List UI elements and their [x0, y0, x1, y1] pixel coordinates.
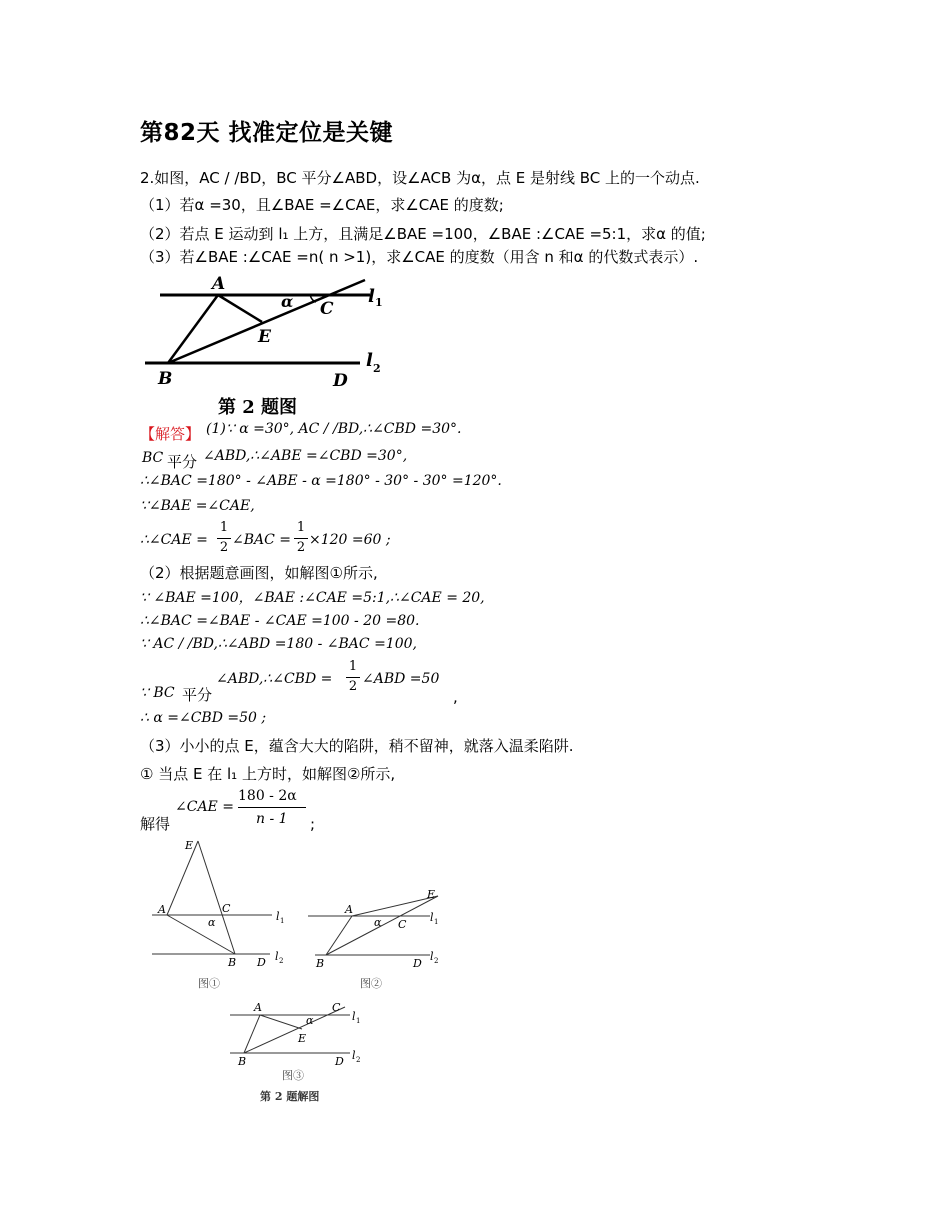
solution-2-line-5c: ∠ABD,∴∠CBD = [216, 671, 333, 687]
fig2-caption: 图② [360, 977, 382, 990]
solution-1-line-2b: 平分 [167, 453, 198, 471]
fraction-denominator-2: 2 [296, 540, 306, 555]
solution-3-numerator: 180 - 2α [238, 788, 297, 804]
fig1-label-C: C [222, 902, 231, 915]
question-1: （1）若α =30，且∠BAE =∠CAE，求∠CAE 的度数; [140, 196, 504, 214]
page-title: 第82天 找准定位是关键 [140, 120, 394, 146]
fig2-label-D: D [413, 957, 422, 970]
solution-2-line-5d: ∠ABD =50 [362, 671, 440, 687]
solution-3-line-1: （3）小小的点 E，蕴含大大的陷阱，稍不留神，就落入温柔陷阱. [140, 737, 574, 755]
solution-2-line-3: ∴∠BAC =∠BAE - ∠CAE =100 - 20 =80. [140, 613, 420, 629]
fig2-label-C: C [398, 918, 407, 931]
fraction-bar-3 [346, 677, 360, 678]
label-E: E [258, 327, 271, 347]
fraction-denominator-3: 2 [348, 679, 358, 694]
fig1-caption: 图① [198, 977, 220, 990]
solution-1-line-2a: BC [142, 450, 164, 466]
label-l2: l [366, 350, 373, 371]
label-D: D [333, 371, 348, 391]
solution-3-lhs: ∠CAE = [175, 799, 234, 815]
fig2-label-E: E [427, 888, 436, 901]
label-A: A [212, 274, 226, 294]
label-l2-sub: 2 [373, 362, 381, 375]
fig1-label-l2: l [275, 950, 279, 963]
solution-1-line-3: ∴∠BAC =180° - ∠ABE - α =180° - 30° - 30° =120°. [140, 473, 502, 489]
fig3-label-C: C [332, 1001, 341, 1014]
solution-3-fraction-bar [238, 807, 306, 808]
solution-1-line-5b: ∠BAC = [232, 532, 292, 548]
fraction-bar-2 [294, 538, 308, 539]
solution-figure-caption: 第 2 题解图 [260, 1090, 320, 1103]
solution-3-solve: 解得 [140, 815, 171, 833]
fig3-label-alpha: α [306, 1014, 314, 1027]
fig2-label-alpha: α [374, 916, 382, 929]
solution-2-line-5a: ∵ BC [140, 685, 175, 701]
question-2: （2）若点 E 运动到 l₁ 上方，且满足∠BAE =100，∠BAE :∠CAE =5:1，求α 的值; [140, 225, 706, 243]
solution-2-line-4: ∵ AC / /BD,∴∠ABD =180 - ∠BAC =100, [140, 636, 417, 652]
fig2-label-l2-sub: 2 [434, 957, 439, 965]
fig1-label-alpha: α [208, 916, 216, 929]
solution-1-line-4: ∵∠BAE =∠CAE, [140, 498, 255, 514]
fig2-label-l2: l [430, 950, 434, 963]
fig3-label-l1-sub: 1 [356, 1017, 361, 1025]
fig1-label-l1: l [276, 910, 280, 923]
fig3-label-A: A [254, 1001, 262, 1014]
question-3: （3）若∠BAE :∠CAE =n( n >1)，求∠CAE 的度数（用含 n 和α 的代数式表示）. [140, 248, 699, 266]
solution-1-line-5c: ×120 =60 ; [309, 532, 391, 548]
fig3-label-B: B [238, 1055, 247, 1068]
label-B: B [158, 369, 173, 389]
fig1-label-l2-sub: 2 [279, 957, 284, 965]
fraction-numerator-3: 1 [348, 659, 358, 674]
problem-figure [140, 272, 390, 422]
solution-figure-2 [308, 888, 438, 990]
fig3-label-E: E [298, 1032, 307, 1045]
solution-1-line-2c: ∠ABD,∴∠ABE =∠CBD =30°, [203, 448, 408, 464]
fig1-label-D: D [257, 956, 266, 969]
solution-2-line-1: （2）根据题意画图，如解图①所示, [140, 564, 378, 582]
fig3-label-l1: l [352, 1010, 356, 1023]
fraction-numerator-2: 1 [296, 520, 306, 535]
fig3-label-l2-sub: 2 [356, 1056, 361, 1064]
solution-3-line-2: ① 当点 E 在 l₁ 上方时，如解图②所示, [140, 765, 396, 783]
fig3-label-D: D [335, 1055, 344, 1068]
solution-figure-1 [152, 839, 284, 990]
fig2-label-A: A [345, 903, 353, 916]
fraction-bar [217, 538, 231, 539]
label-l1-sub: 1 [375, 296, 383, 309]
label-C: C [320, 299, 334, 319]
solution-1-line-1: (1)∵ α =30°, AC / /BD,∴∠CBD =30°. [206, 421, 462, 437]
solution-figure-3 [230, 1001, 360, 1082]
solution-2-line-6: ∴ α =∠CBD =50 ; [140, 710, 267, 726]
label-alpha: α [281, 292, 294, 311]
fig1-label-l1-sub: 1 [280, 917, 285, 925]
fig2-label-l1-sub: 1 [434, 918, 439, 926]
solution-2-line-5e: , [453, 688, 458, 706]
solution-tag: 【解答】 [140, 425, 201, 443]
solution-3-end: ; [310, 815, 316, 833]
solution-3-denominator: n - 1 [256, 811, 288, 827]
fig3-label-l2: l [352, 1049, 356, 1062]
fig1-label-B: B [228, 956, 237, 969]
fig2-label-B: B [316, 957, 325, 970]
fig3-caption: 图③ [282, 1069, 304, 1082]
solution-2-line-5b: 平分 [182, 686, 213, 704]
solution-2-line-2: ∵ ∠BAE =100，∠BAE :∠CAE =5:1,∴∠CAE = 20, [140, 590, 485, 606]
fig1-label-A: A [158, 903, 166, 916]
problem-intro: 2.如图，AC / /BD，BC 平分∠ABD，设∠ACB 为α，点 E 是射线 BC 上的一个动点. [140, 169, 700, 187]
fraction-numerator: 1 [219, 520, 229, 535]
solution-1-line-5a: ∴∠CAE = [140, 532, 208, 548]
fig1-label-E: E [185, 839, 194, 852]
fraction-denominator: 2 [219, 540, 229, 555]
solution-figure [140, 835, 450, 1107]
fig2-label-l1: l [430, 911, 434, 924]
figure-caption: 第 2 题图 [218, 397, 298, 418]
label-l1: l [368, 286, 375, 307]
